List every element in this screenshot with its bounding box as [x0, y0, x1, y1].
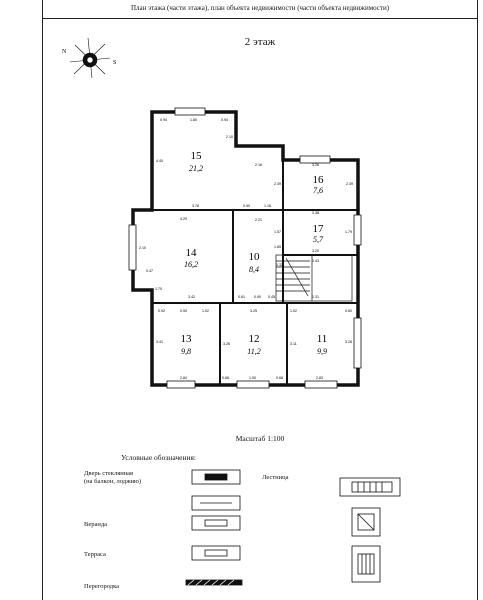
dim-label: 0.60	[345, 309, 352, 313]
legend-terrace-label: Терраса	[84, 551, 106, 558]
dim-label: 1.31	[312, 295, 319, 299]
dim-label: 0.43	[312, 259, 319, 263]
dim-label: 3.11	[290, 342, 297, 346]
dim-label: 1.79	[345, 230, 352, 234]
room-number: 10	[248, 251, 260, 263]
dim-label: 2.10	[226, 135, 233, 139]
terrace-symbol-icon	[192, 546, 240, 560]
room-area: 21,2	[189, 164, 203, 173]
dim-label: 1.16	[264, 204, 271, 208]
dim-label: 2.21	[255, 218, 262, 222]
dim-label: 3.41	[156, 340, 163, 344]
dim-label: 1.90	[249, 376, 256, 380]
dim-label: 3.26	[312, 163, 319, 167]
dim-label: 3.20	[312, 249, 319, 253]
dim-label: 3.38	[312, 211, 319, 215]
dim-label: 0.68	[222, 376, 229, 380]
dim-label: 3.42	[188, 295, 195, 299]
dim-label: 0.90	[180, 309, 187, 313]
legend-partition-label: Перегородка	[84, 583, 120, 590]
dim-label: 0.94	[221, 118, 228, 122]
legend-title: Условные обозначения:	[121, 453, 197, 462]
compass-rose-icon	[62, 38, 116, 78]
walls	[129, 108, 361, 388]
dim-label: 0.90	[243, 204, 250, 208]
dim-label: 3.25	[250, 309, 257, 313]
dim-label: 4.40	[156, 159, 163, 163]
dim-label: 2.10	[139, 246, 146, 250]
dim-label: 3.78	[192, 204, 199, 208]
dim-label: 3.28	[345, 340, 352, 344]
dim-label: 2.16	[255, 163, 262, 167]
dim-label: 0.47	[146, 269, 153, 273]
dim-label: 4.29	[180, 217, 187, 221]
legend-symbols	[186, 470, 400, 585]
room-area: 11,2	[247, 347, 261, 356]
dim-label: 0.32	[276, 263, 283, 267]
dim-label: 2.83	[316, 376, 323, 380]
floor-title: 2 этаж	[244, 36, 276, 48]
dim-label: 0.92	[158, 309, 165, 313]
room-number: 16	[312, 174, 324, 186]
room-labels	[181, 150, 328, 356]
legend-glass-door-label: Дверь стеклянная (на балкон, лоджию)	[84, 470, 142, 485]
room-area: 9,9	[317, 347, 327, 356]
compass-s: S	[113, 60, 117, 66]
dim-label: 3.26	[223, 342, 230, 346]
room-number: 15	[190, 150, 202, 162]
plan-caption: План этажа (части этажа), план объекта недвижимости (части объекта недвижимости)	[130, 4, 390, 12]
dim-label: 1.57	[274, 230, 281, 234]
glass-door-symbol-icon	[192, 470, 240, 510]
compass-n: N	[62, 49, 67, 55]
dim-label: 1.65	[274, 245, 281, 249]
veranda-symbol-icon	[192, 516, 240, 530]
room-area: 16,2	[184, 260, 198, 269]
legend-stairs-label: Лестница	[262, 474, 289, 481]
room-area: 7,6	[313, 186, 323, 195]
room-area: 5,7	[313, 235, 323, 244]
room-number: 12	[248, 333, 260, 345]
dim-label: 2.39	[346, 182, 353, 186]
room-area: 8,4	[249, 265, 259, 274]
dim-label: 0.68	[276, 376, 283, 380]
dim-label: 0.90	[254, 295, 261, 299]
dim-label: 0.45	[268, 295, 275, 299]
room-number: 17	[312, 223, 324, 235]
dim-label: 2.84	[180, 376, 187, 380]
veranda-plan-icon	[352, 508, 380, 536]
dim-label: 0.94	[160, 118, 167, 122]
scale-label: Масштаб 1:100	[235, 434, 285, 443]
terrace-plan-icon	[352, 546, 380, 582]
room-number: 11	[316, 333, 328, 345]
room-area: 9,8	[181, 347, 191, 356]
partition-symbol-icon	[186, 580, 242, 585]
legend-veranda-label: Веранда	[84, 521, 108, 528]
dim-label: 1.02	[290, 309, 297, 313]
dim-label: 2.39	[274, 182, 281, 186]
room-number: 13	[180, 333, 192, 345]
dim-label: 1.02	[202, 309, 209, 313]
stairs-symbol-icon	[340, 478, 400, 496]
dim-label: 0.61	[238, 295, 245, 299]
dim-label: 1.70	[155, 287, 162, 291]
room-number: 14	[185, 247, 197, 259]
dim-label: 1.80	[190, 118, 197, 122]
